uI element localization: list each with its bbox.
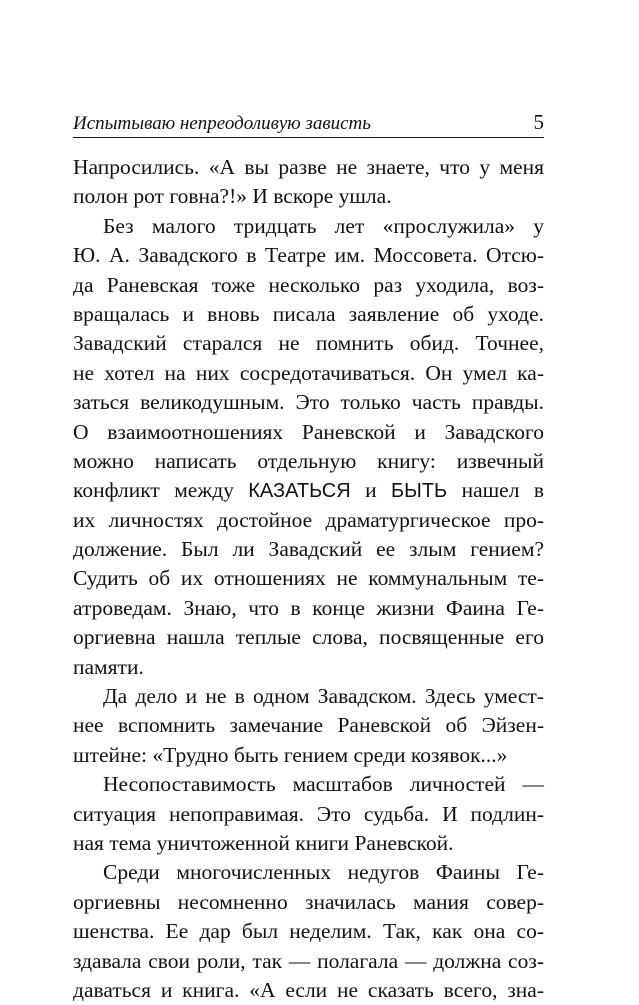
text-line: шенства. Ее дар был неделим. Так, как она со- — [73, 919, 544, 944]
text-line: можно написать отдельную книгу: извечный — [73, 448, 544, 473]
text-line: памяти. — [73, 654, 144, 679]
emphasis-word-byt: БЫТЬ — [391, 480, 448, 503]
text-line: полон рот говна?!» И вскоре ушла. — [73, 184, 392, 209]
text-line: оргиевны несомненно значилась мания совер- — [73, 889, 544, 914]
text-line: их личностях достойное драматургическое про- — [73, 507, 544, 532]
text-line: Без малого тридцать лет «прослужила» у — [103, 213, 544, 238]
text-line: оргиевна нашла теплые слова, посвященные его — [73, 625, 544, 650]
page-number: 5 — [533, 110, 544, 134]
text-fragment: конфликт между — [73, 478, 249, 503]
text-line: Судить об их отношениях не коммунальным те- — [73, 566, 544, 591]
text-line: Несопоставимость масштабов личностей — — [103, 772, 544, 797]
text-line: Да дело и не в одном Завадском. Здесь умест- — [103, 684, 544, 709]
text-line: О взаимоотношениях Раневской и Завадского — [73, 419, 544, 444]
text-line-emphasis — [73, 476, 544, 505]
text-line: заться великодушным. Это только часть правды. — [73, 390, 544, 415]
text-line: не хотел на них сосредотачиваться. Он умел ка- — [73, 360, 544, 385]
text-line: Напросились. «А вы разве не знаете, что у меня — [73, 155, 544, 179]
emphasis-word-kazatsya: КАЗАТЬСЯ — [248, 480, 351, 503]
text-line: Завадский старался не помнить обид. Точнее, — [73, 331, 544, 356]
running-title: Испытываю непреодоливую зависть — [73, 113, 371, 134]
text-line: даваться и книга. «А если не сказать всего, зна- — [73, 977, 544, 1002]
body-text — [73, 153, 544, 1005]
running-header — [73, 111, 544, 138]
text-line: ная тема уничтоженной книги Раневской. — [73, 830, 454, 855]
text-line: Среди многочисленных недугов Фаины Ге- — [103, 860, 544, 885]
text-line: атроведам. Знаю, что в конце жизни Фаина Ге- — [73, 595, 544, 620]
text-line: здавала свои роли, так — полагала — должна соз- — [73, 948, 544, 973]
text-line: да Раневская тоже несколько раз уходила, воз- — [73, 272, 544, 297]
text-line: ситуация непоправимая. Это судьба. И подлин- — [73, 801, 544, 826]
text-line: должение. Был ли Завадский ее злым гением? — [73, 537, 544, 562]
text-fragment: и — [350, 478, 391, 503]
text-line: нее вспомнить замечание Раневской об Эйзен- — [73, 713, 544, 738]
text-line: штейне: «Трудно быть гением среди козявок...» — [73, 742, 508, 767]
text-line: вращалась и вновь писала заявление об уходе. — [73, 301, 544, 326]
text-line: Ю. А. Завадского в Театре им. Моссовета. Отсю- — [73, 243, 544, 268]
text-fragment: нашел в — [447, 478, 544, 503]
